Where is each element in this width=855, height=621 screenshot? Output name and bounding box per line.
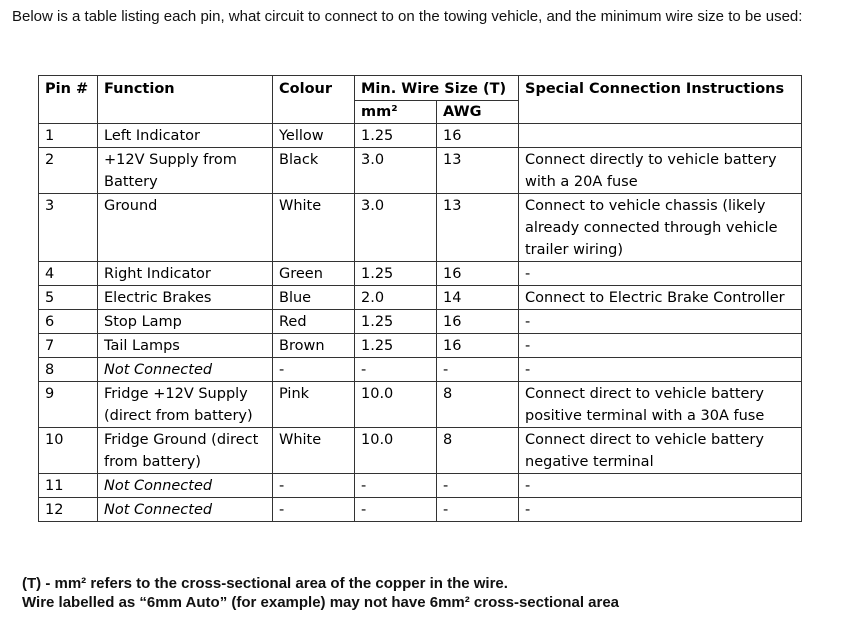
cell-function: Tail Lamps	[98, 334, 273, 358]
cell-pin: 4	[39, 262, 98, 286]
header-row	[39, 76, 802, 101]
cell-mm2: 3.0	[355, 148, 437, 194]
cell-pin: 7	[39, 334, 98, 358]
cell-mm2: 10.0	[355, 428, 437, 474]
cell-function: Fridge Ground (direct from battery)	[98, 428, 273, 474]
table-row	[39, 310, 802, 334]
table-row	[39, 474, 802, 498]
table-row	[39, 428, 802, 474]
cell-awg: 16	[437, 310, 519, 334]
cell-colour: -	[273, 358, 355, 382]
cell-mm2: 1.25	[355, 124, 437, 148]
table-row	[39, 194, 802, 262]
cell-awg: 13	[437, 148, 519, 194]
pin-header: Pin #	[39, 76, 98, 124]
cell-special: -	[519, 334, 802, 358]
cell-mm2: 3.0	[355, 194, 437, 262]
table-row	[39, 262, 802, 286]
cell-special: -	[519, 498, 802, 522]
cell-colour: Pink	[273, 382, 355, 428]
intro-text: Below is a table listing each pin, what circuit to connect to on the towing vehicle, and the minimum wire size to be used:	[12, 8, 803, 25]
cell-colour: Blue	[273, 286, 355, 310]
cell-awg: 8	[437, 428, 519, 474]
awg-header: AWG	[437, 101, 519, 124]
cell-function: Not Connected	[98, 474, 273, 498]
cell-special: Connect to vehicle chassis (likely already connected through vehicle trailer wiring)	[519, 194, 802, 262]
cell-awg: 16	[437, 262, 519, 286]
cell-mm2: 10.0	[355, 382, 437, 428]
table-body	[39, 124, 802, 522]
cell-mm2: 2.0	[355, 286, 437, 310]
cell-awg: 14	[437, 286, 519, 310]
pin-table	[38, 75, 802, 522]
table-row	[39, 286, 802, 310]
cell-awg: 16	[437, 124, 519, 148]
cell-pin: 9	[39, 382, 98, 428]
cell-special: -	[519, 358, 802, 382]
cell-special: -	[519, 310, 802, 334]
cell-pin: 2	[39, 148, 98, 194]
cell-mm2: 1.25	[355, 262, 437, 286]
table-row	[39, 382, 802, 428]
cell-special: Connect direct to vehicle battery positive terminal with a 30A fuse	[519, 382, 802, 428]
special-header: Special Connection Instructions	[519, 76, 802, 124]
cell-function: Not Connected	[98, 498, 273, 522]
cell-colour: Black	[273, 148, 355, 194]
cell-mm2: 1.25	[355, 310, 437, 334]
cell-mm2: 1.25	[355, 334, 437, 358]
cell-function: Ground	[98, 194, 273, 262]
footnote	[22, 574, 619, 612]
cell-special: Connect directly to vehicle battery with a 20A fuse	[519, 148, 802, 194]
cell-special: Connect direct to vehicle battery negative terminal	[519, 428, 802, 474]
table-row	[39, 358, 802, 382]
cell-special: -	[519, 474, 802, 498]
cell-pin: 12	[39, 498, 98, 522]
cell-pin: 8	[39, 358, 98, 382]
footnote-line-1: (T) - mm² refers to the cross-sectional area of the copper in the wire.	[22, 575, 508, 592]
table-row	[39, 148, 802, 194]
cell-awg: 16	[437, 334, 519, 358]
cell-special: -	[519, 262, 802, 286]
table-row	[39, 498, 802, 522]
cell-function: Stop Lamp	[98, 310, 273, 334]
cell-function: Right Indicator	[98, 262, 273, 286]
cell-colour: -	[273, 498, 355, 522]
cell-colour: Red	[273, 310, 355, 334]
cell-pin: 1	[39, 124, 98, 148]
cell-function: Electric Brakes	[98, 286, 273, 310]
cell-mm2: -	[355, 474, 437, 498]
cell-pin: 6	[39, 310, 98, 334]
cell-special	[519, 124, 802, 148]
cell-colour: White	[273, 194, 355, 262]
cell-awg: -	[437, 358, 519, 382]
cell-colour: Green	[273, 262, 355, 286]
cell-awg: 8	[437, 382, 519, 428]
mm2-header: mm²	[355, 101, 437, 124]
cell-colour: White	[273, 428, 355, 474]
cell-colour: -	[273, 474, 355, 498]
wire-size-header: Min. Wire Size (T)	[355, 76, 519, 101]
cell-mm2: -	[355, 358, 437, 382]
cell-pin: 5	[39, 286, 98, 310]
cell-function: +12V Supply from Battery	[98, 148, 273, 194]
footnote-line-2: Wire labelled as “6mm Auto” (for example) may not have 6mm² cross-sectional area	[22, 594, 620, 611]
cell-function: Not Connected	[98, 358, 273, 382]
table-row	[39, 334, 802, 358]
cell-awg: 13	[437, 194, 519, 262]
cell-special: Connect to Electric Brake Controller	[519, 286, 802, 310]
cell-pin: 3	[39, 194, 98, 262]
cell-colour: Yellow	[273, 124, 355, 148]
cell-pin: 10	[39, 428, 98, 474]
table-row	[39, 124, 802, 148]
cell-awg: -	[437, 498, 519, 522]
colour-header: Colour	[273, 76, 355, 124]
cell-colour: Brown	[273, 334, 355, 358]
cell-awg: -	[437, 474, 519, 498]
cell-function: Fridge +12V Supply (direct from battery)	[98, 382, 273, 428]
function-header: Function	[98, 76, 273, 124]
cell-pin: 11	[39, 474, 98, 498]
cell-mm2: -	[355, 498, 437, 522]
cell-function: Left Indicator	[98, 124, 273, 148]
